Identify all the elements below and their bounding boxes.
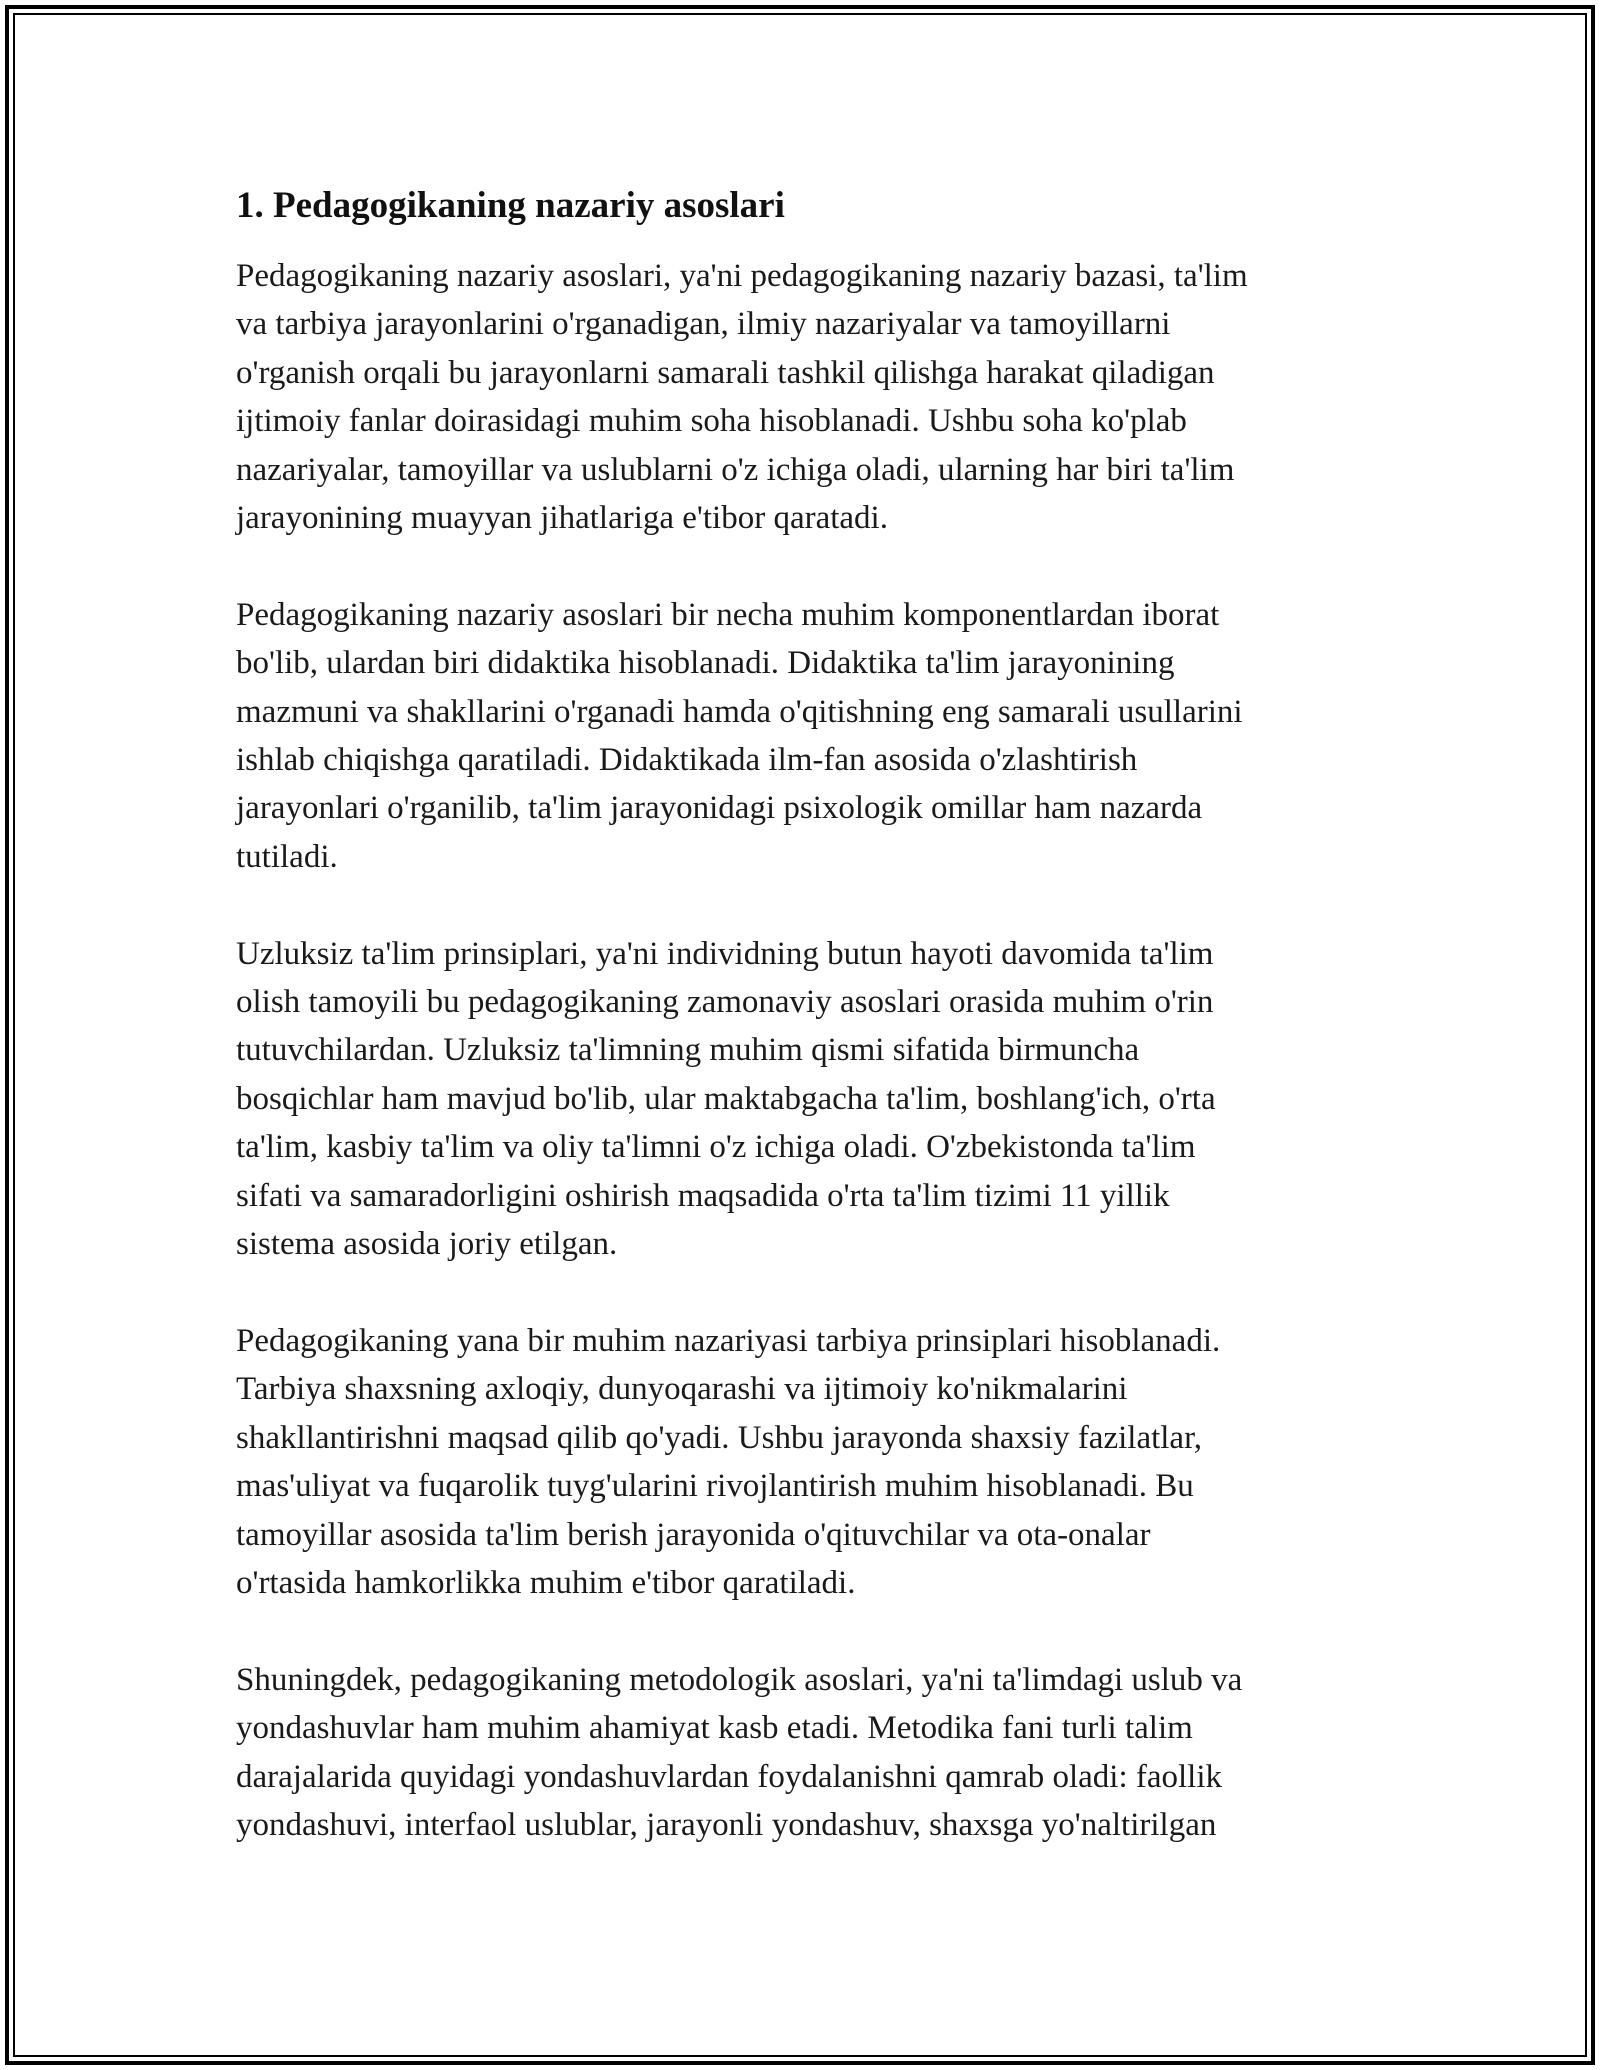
document-body (236, 182, 1376, 1898)
paragraph-4: Pedagogikaning yana bir muhim nazariyasi tarbiya prinsiplari hisoblanadi. Tarbiya shaxsning axloqiy, dunyoqarashi va ijtimoiy ko'nikmalarini shakllantirishni maqsad qilib qo'yadi. Ushbu jarayonda shaxsiy fazilatlar, mas'uliyat va fuqarolik tuyg'ularini rivojlantirish muhim hisoblanadi. Bu tamoyillar asosida ta'lim berish jarayonida o'qituvchilar va ota-onalar o'rtasida hamkorlikka muhim e'tibor qaratiladi. (236, 1322, 1221, 1601)
paragraph-2: Pedagogikaning nazariy asoslari bir necha muhim komponentlardan iborat bo'lib, ulardan biri didaktika hisoblanadi. Didaktika ta'lim jarayonining mazmuni va shakllarini o'rganadi hamda o'qitishning eng samarali usullarini ishlab chiqishga qaratiladi. Didaktikada ilm-fan asosida o'zlashtirish jarayonlari o'rganilib, ta'lim jarayonidagi psixologik omillar ham nazarda tutiladi. (236, 596, 1243, 875)
paragraph-5: Shuningdek, pedagogikaning metodologik asoslari, ya'ni ta'limdagi uslub va yondashuvlar ham muhim ahamiyat kasb etadi. Metodika fani turli talim darajalarida quyidagi yondashuvlardan foydalanishni qamrab oladi: faollik yondashuvi, interfaol uslublar, jarayonli yondashuv, shaxsga yo'naltirilgan (236, 1661, 1243, 1843)
paragraph-1: Pedagogikaning nazariy asoslari, ya'ni pedagogikaning nazariy bazasi, ta'lim va tarbiya jarayonlarini o'rganadigan, ilmiy nazariyalar va tamoyillarni o'rganish orqali bu jarayonlarni samarali tashkil qilishga harakat qiladigan ijtimoiy fanlar doirasidagi muhim soha hisoblanadi. Ushbu soha ko'plab nazariyalar, tamoyillar va uslublarni o'z ichiga oladi, ularning har biri ta'lim jarayonining muayyan jihatlariga e'tibor qaratadi. (236, 258, 1248, 537)
paragraph-3: Uzluksiz ta'lim prinsiplari, ya'ni individning butun hayoti davomida ta'lim olish tamoyili bu pedagogikaning zamonaviy asoslari orasida muhim o'rin tutuvchilardan. Uzluksiz ta'limning muhim qismi sifatida birmuncha bosqichlar ham mavjud bo'lib, ular maktabgacha ta'lim, boshlang'ich, o'rta ta'lim, kasbiy ta'lim va oliy ta'limni o'z ichiga oladi. O'zbekistonda ta'lim sifati va samaradorligini oshirish maqsadida o'rta ta'lim tizimi 11 yillik sistema asosida joriy etilgan. (236, 935, 1216, 1263)
section-heading: 1. Pedagogikaning nazariy asoslari (236, 185, 785, 226)
